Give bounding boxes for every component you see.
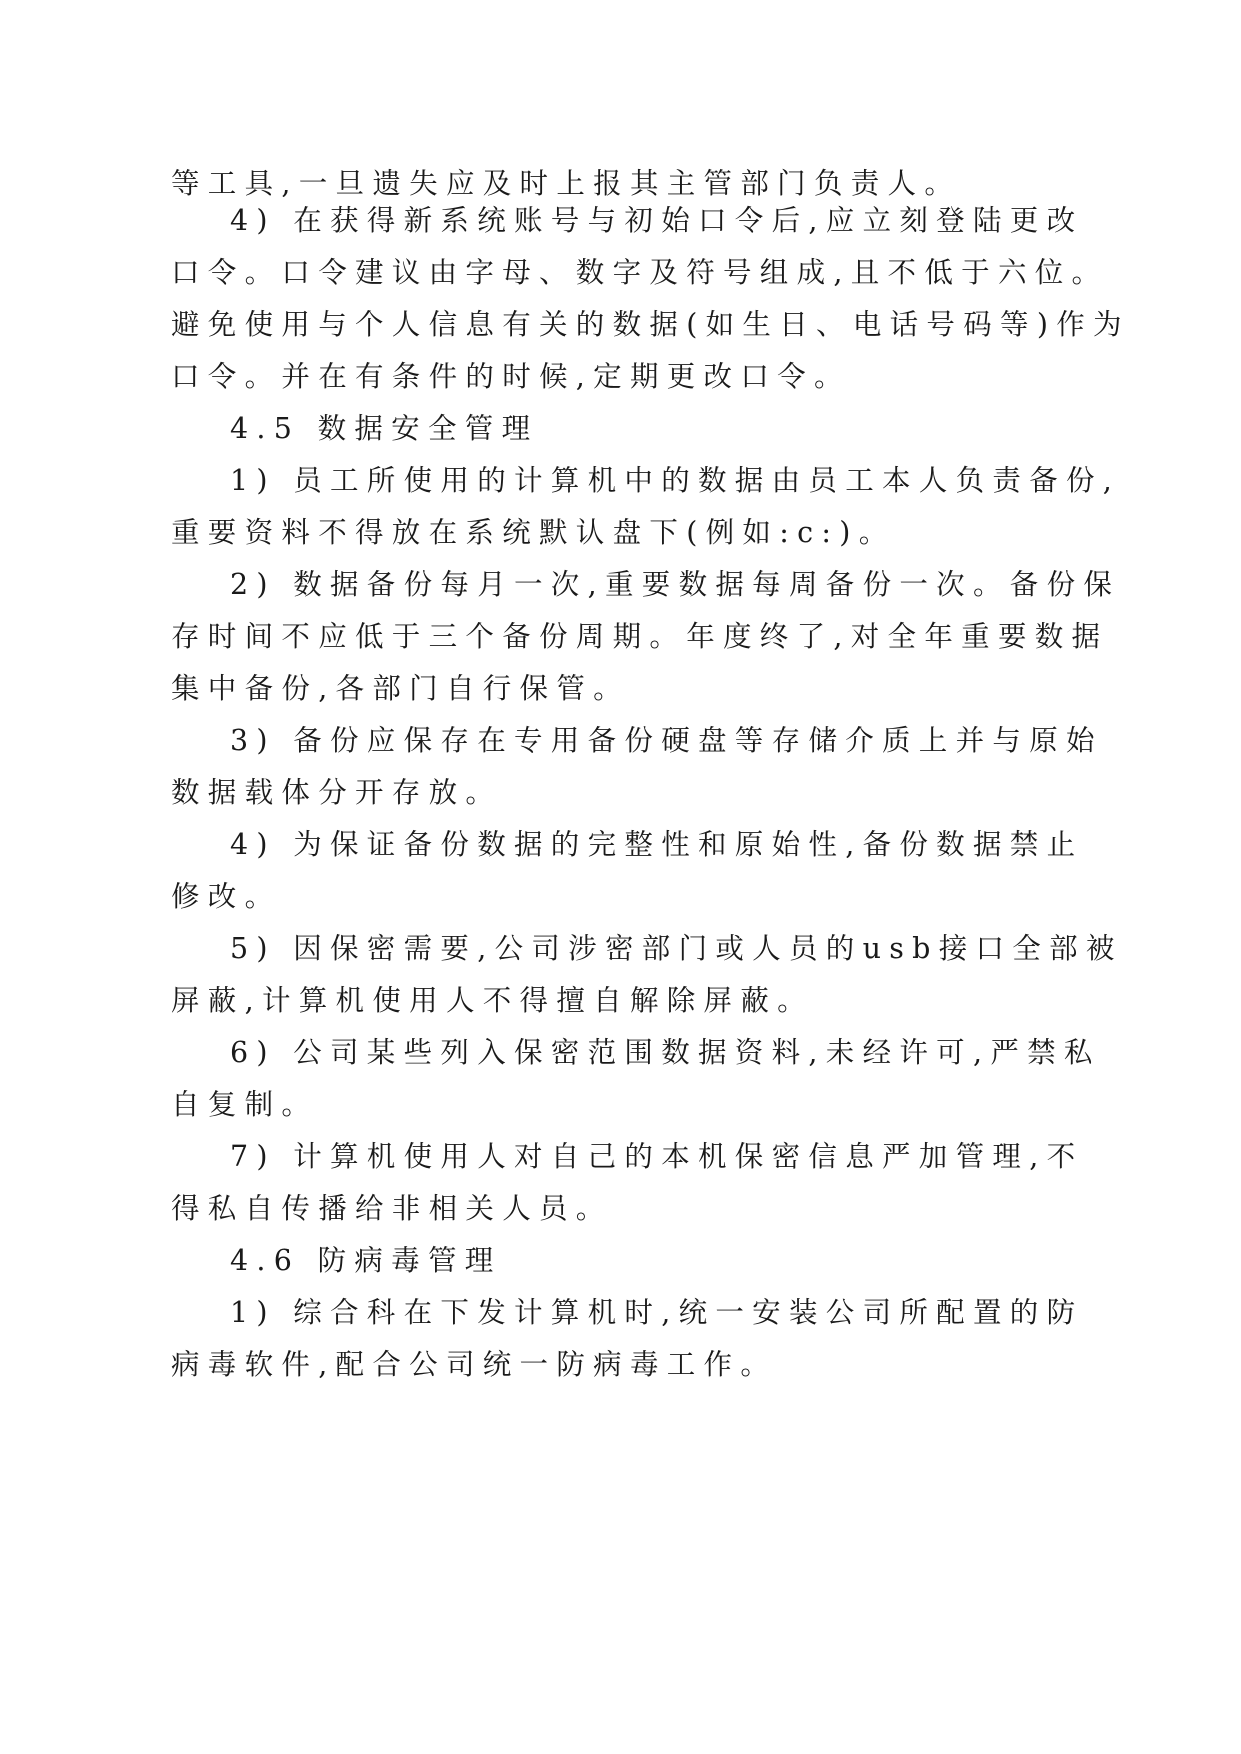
line-text: 重要资料不得放在系统默认盘下(例如:c:)。	[171, 516, 896, 549]
text-line	[0, 721, 1241, 761]
text-line	[0, 825, 1241, 865]
text-line	[0, 877, 1241, 917]
line-text: 自复制。	[171, 1088, 319, 1121]
line-text: 2) 数据备份每月一次,重要数据每周备份一次。备份保	[230, 568, 1121, 601]
line-text: 集中备份,各部门自行保管。	[171, 672, 630, 705]
line-text: 病毒软件,配合公司统一防病毒工作。	[171, 1348, 778, 1381]
section-heading	[0, 409, 1241, 449]
text-line	[0, 513, 1241, 553]
line-text: 4) 为保证备份数据的完整性和原始性,备份数据禁止	[230, 828, 1084, 861]
line-text: 4.5 数据安全管理	[230, 412, 539, 445]
text-line	[0, 305, 1241, 345]
line-text: 5) 因保密需要,公司涉密部门或人员的usb接口全部被	[230, 932, 1123, 965]
text-line	[0, 357, 1241, 397]
text-line	[0, 565, 1241, 605]
line-text: 得私自传播给非相关人员。	[171, 1192, 613, 1225]
line-text: 7) 计算机使用人对自己的本机保密信息严加管理,不	[230, 1140, 1084, 1173]
text-line	[0, 1345, 1241, 1385]
text-line	[0, 1189, 1241, 1229]
section-heading	[0, 1241, 1241, 1281]
line-text: 屏蔽,计算机使用人不得擅自解除屏蔽。	[171, 984, 814, 1017]
line-text: 数据载体分开存放。	[171, 776, 503, 809]
line-text: 口令。口令建议由字母、数字及符号组成,且不低于六位。	[171, 256, 1109, 289]
line-text: 存时间不应低于三个备份周期。年度终了,对全年重要数据	[171, 620, 1109, 653]
line-text: 避免使用与个人信息有关的数据(如生日、电话号码等)作为	[171, 308, 1130, 341]
line-text: 口令。并在有条件的时候,定期更改口令。	[171, 360, 851, 393]
line-text: 4.6 防病毒管理	[230, 1244, 502, 1277]
text-line	[0, 201, 1241, 241]
text-line	[0, 1137, 1241, 1177]
line-text: 6) 公司某些列入保密范围数据资料,未经许可,严禁私	[230, 1036, 1101, 1069]
line-text: 等工具,一旦遗失应及时上报其主管部门负责人。	[171, 167, 962, 200]
line-text: 1) 综合科在下发计算机时,统一安装公司所配置的防	[230, 1296, 1084, 1329]
text-line	[0, 1033, 1241, 1073]
text-line	[0, 164, 1241, 204]
text-line	[0, 617, 1241, 657]
text-line	[0, 773, 1241, 813]
text-line	[0, 461, 1241, 501]
text-line	[0, 981, 1241, 1021]
line-text: 修改。	[171, 880, 282, 913]
text-line	[0, 669, 1241, 709]
text-line	[0, 1085, 1241, 1125]
text-line	[0, 1293, 1241, 1333]
line-text: 1) 员工所使用的计算机中的数据由员工本人负责备份,	[230, 464, 1121, 497]
line-text: 3) 备份应保存在专用备份硬盘等存储介质上并与原始	[230, 724, 1103, 757]
text-line	[0, 253, 1241, 293]
line-text: 4) 在获得新系统账号与初始口令后,应立刻登陆更改	[230, 204, 1084, 237]
text-line	[0, 929, 1241, 969]
